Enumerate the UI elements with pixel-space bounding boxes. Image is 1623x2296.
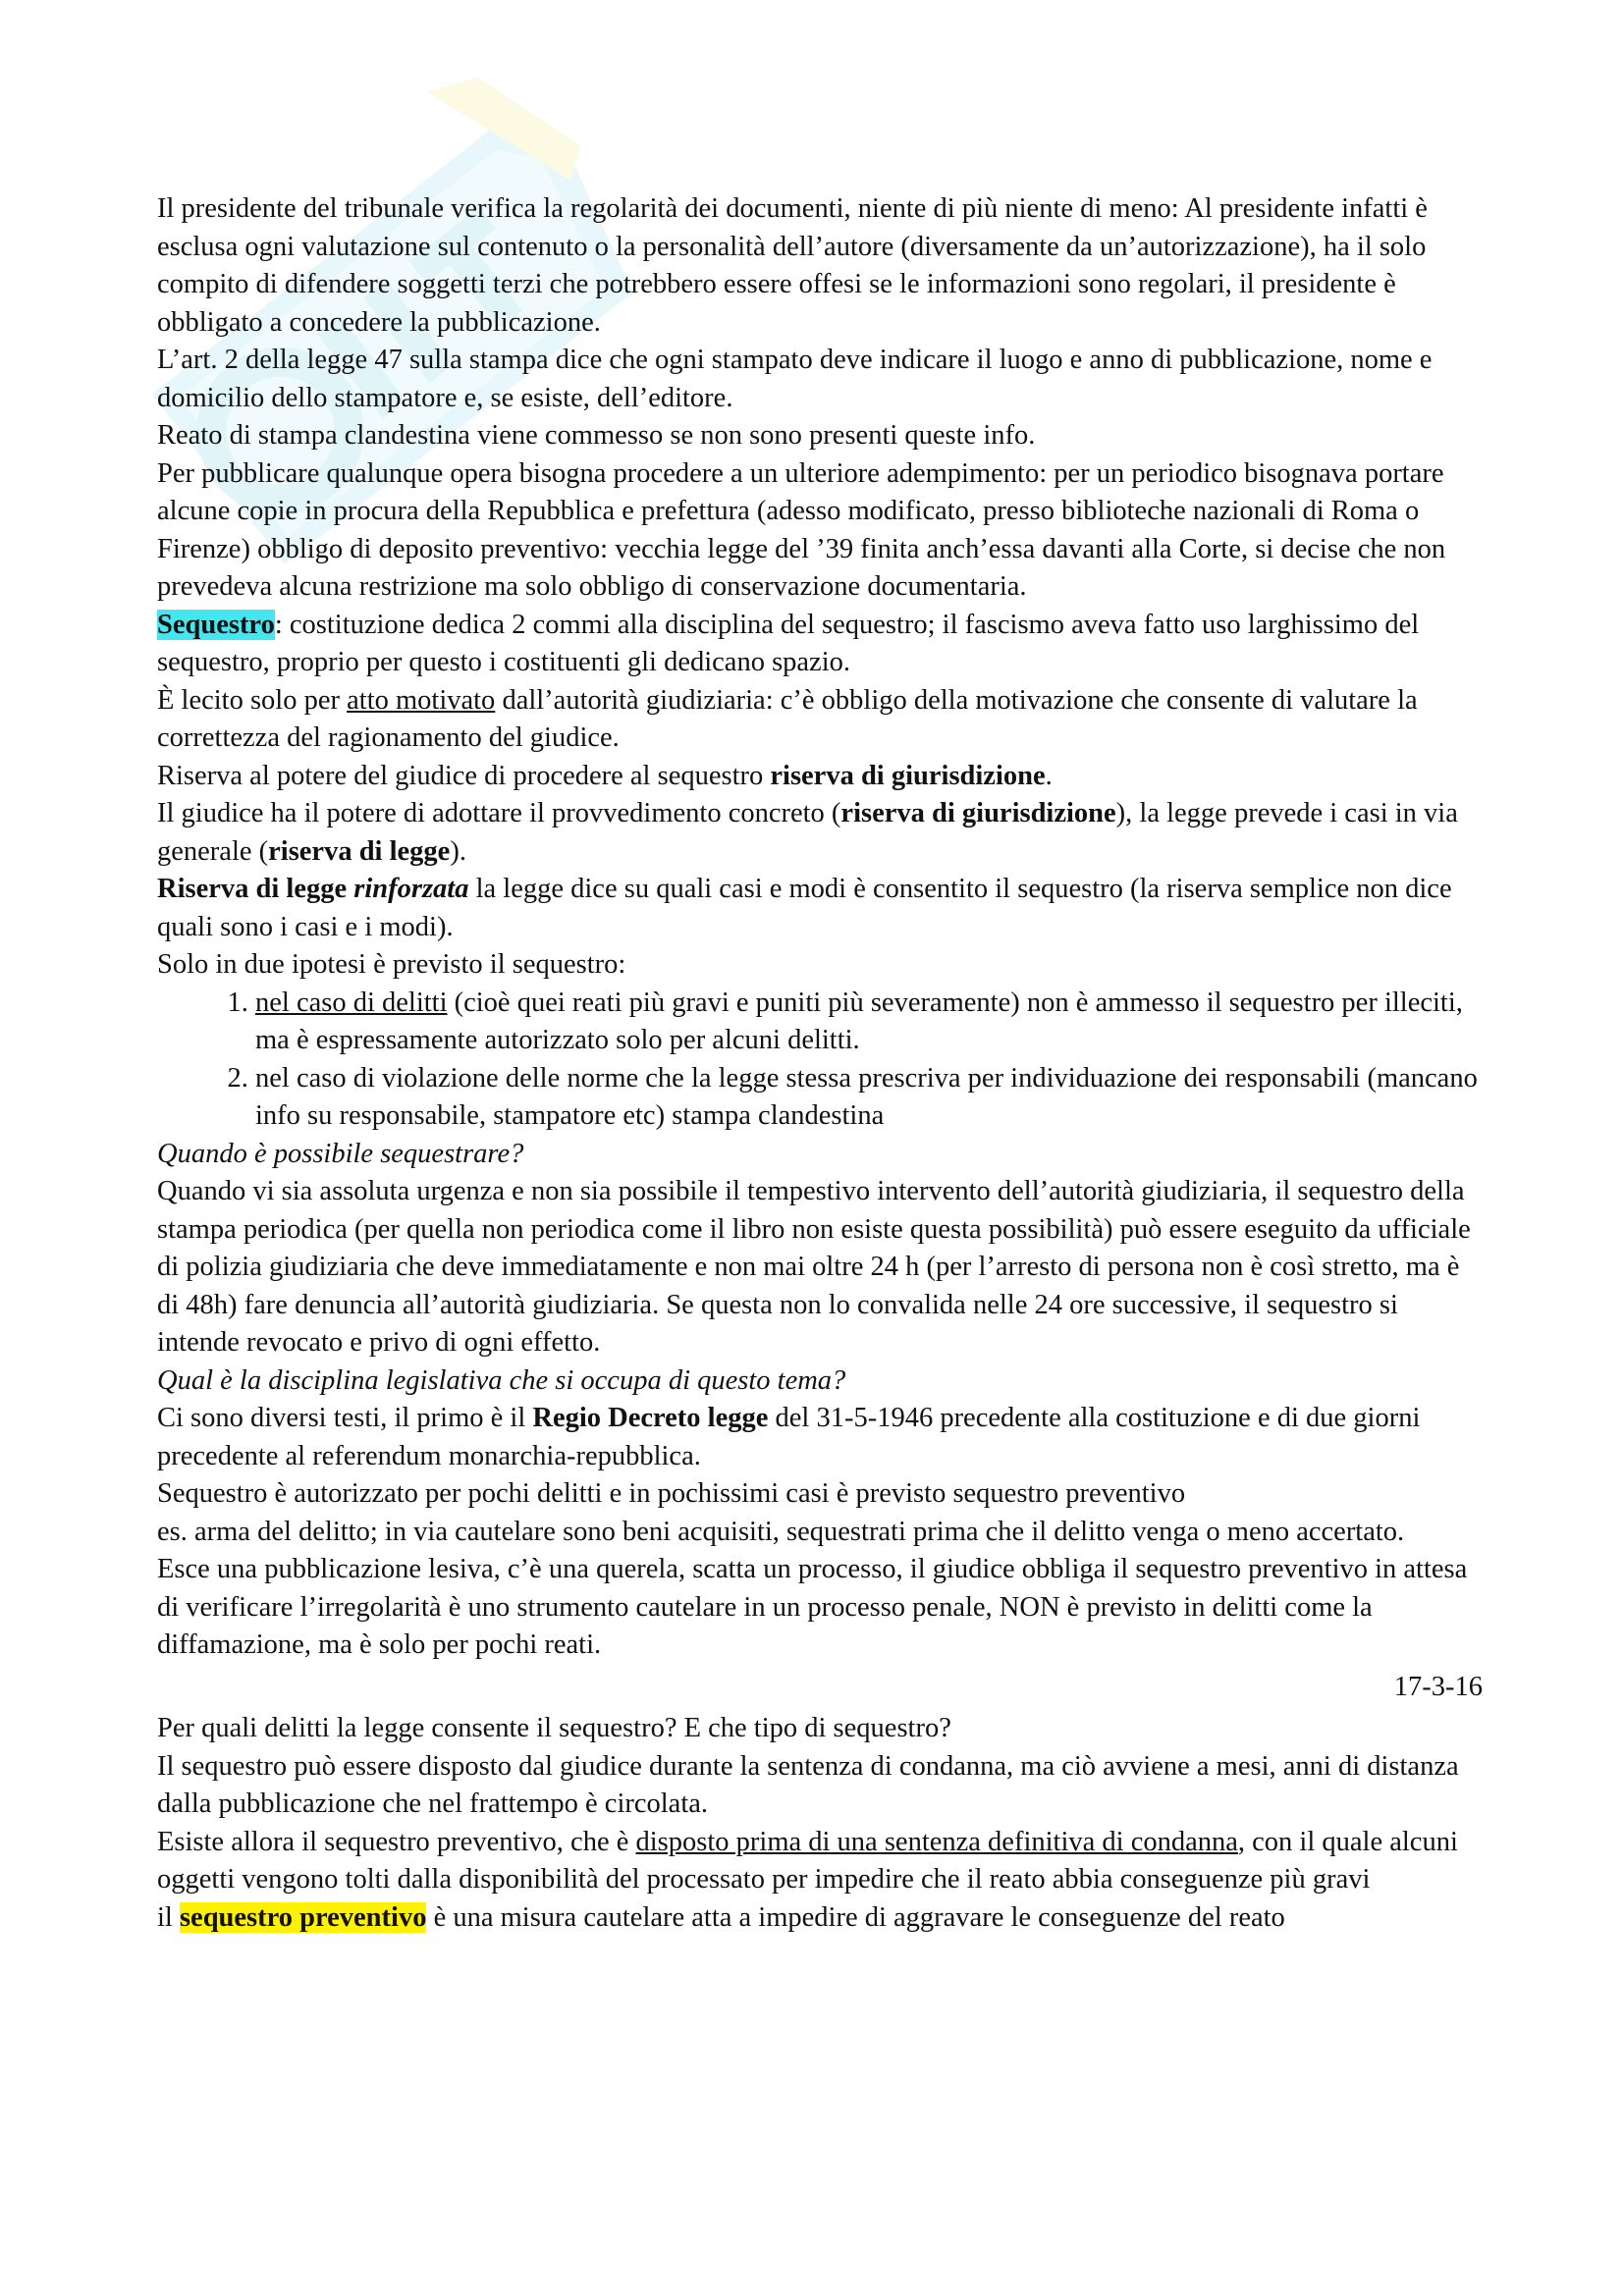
paragraph: Ci sono diversi testi, il primo è il Regio Decreto legge del 31-5-1946 precedente alla costituzione e di due giorni precedente al referendum monarchia-repubblica. — [157, 1403, 1421, 1471]
paragraph: il sequestro preventivo è una misura cautelare atta a impedire di aggravare le conseguenze del reato — [157, 1901, 1285, 1933]
paragraph: Per quali delitti la legge consente il sequestro? E che tipo di sequestro? — [157, 1713, 951, 1743]
paragraph: Solo in due ipotesi è previsto il sequestro: — [157, 949, 626, 980]
question-heading: Qual è la disciplina legislativa che si occupa di questo tema? — [157, 1364, 846, 1396]
highlighted-term: Sequestro — [157, 609, 275, 640]
paragraph: Reato di stampa clandestina viene commesso se non sono presenti queste info. — [157, 420, 1036, 451]
paragraph: Esce una pubblicazione lesiva, c’è una querela, scatta un processo, il giudice obbliga il sequestro preventivo in attesa di verificare l’irregolarità è uno strumento cautelare in un processo penale, NON è previsto in delitti come la diffamazione, ma è solo per pochi reati. — [157, 1554, 1468, 1660]
underlined-term: disposto prima di una sentenza definitiva di condanna — [635, 1826, 1238, 1857]
highlighted-term: sequestro preventivo — [179, 1901, 427, 1933]
paragraph: È lecito solo per atto motivato dall’autorità giudiziaria: c’è obbligo della motivazione che consente di valutare la correttezza del ragionamento del giudice. — [157, 684, 1418, 753]
paragraph: L’art. 2 della legge 47 sulla stampa dice che ogni stampato deve indicare il luogo e anno di pubblicazione, nome e domicilio dello stampatore e, se esiste, dell’editore. — [157, 345, 1433, 413]
paragraph: es. arma del delitto; in via cautelare sono beni acquisiti, sequestrati prima che il delitto venga o meno accertato. — [157, 1516, 1405, 1547]
paragraph: Il giudice ha il potere di adottare il provvedimento concreto (riserva di giurisdizione), la legge prevede i casi in via generale (riserva di legge). — [157, 798, 1458, 867]
numbered-list — [157, 985, 1483, 1136]
paragraph: Riserva di legge rinforzata la legge dice su quali casi e modi è consentito il sequestro (la riserva semplice non dice quali sono i casi e i modi). — [157, 874, 1452, 942]
question-heading: Quando è possibile sequestrare? — [157, 1138, 524, 1169]
paragraph: Per pubblicare qualunque opera bisogna procedere a un ulteriore adempimento: per un periodico bisognava portare alcune copie in procura della Repubblica e prefettura (adesso modificato, presso biblioteche nazionali di Roma o Firenze) obbligo di deposito preventivo: vecchia legge del ’39 finita anch’essa davanti alla Corte, si decise che non prevedeva alcuna restrizione ma solo obbligo di conservazione documentaria. — [157, 457, 1446, 602]
date-stamp: 17-3-16 — [1393, 1671, 1483, 1702]
paragraph: Il sequestro può essere disposto dal giudice durante la sentenza di condanna, ma ciò avviene a mesi, anni di distanza dalla pubblicazione che nel frattempo è circolata. — [157, 1750, 1459, 1819]
paragraph: Riserva al potere del giudice di procedere al sequestro riserva di giurisdizione. — [157, 760, 1053, 791]
list-item: 2. nel caso di violazione delle norme che la legge stessa prescriva per individuazione dei responsabili (mancano info su responsabile, stampatore etc) stampa clandestina — [255, 1060, 1483, 1136]
underlined-term: atto motivato — [347, 684, 496, 716]
paragraph: Quando vi sia assoluta urgenza e non sia possibile il tempestivo intervento dell’autorità giudiziaria, il sequestro della stampa periodica (per quella non periodica come il libro non esiste questa possibilità) può essere eseguito da ufficiale di polizia giudiziaria che deve immediatamente e non mai oltre 24 h (per l’arresto di persona non è così stretto, ma è di 48h) fare denuncia all’autorità giudiziaria. Se questa non lo convalida nelle 24 ore successive, il sequestro si intende revocato e privo di ogni effetto. — [157, 1176, 1471, 1358]
list-item: 1. nel caso di delitti (cioè quei reati più gravi e puniti più severamente) non è ammesso il sequestro per illeciti, ma è espressamente autorizzato solo per alcuni delitti. — [255, 985, 1483, 1060]
paragraph: Esiste allora il sequestro preventivo, che è disposto prima di una sentenza definitiva di condanna, con il quale alcuni oggetti vengono tolti dalla disponibilità del processato per impedire che il reato abbia conseguenze più gravi — [157, 1826, 1458, 1895]
paragraph: Sequestro è autorizzato per pochi delitti e in pochissimi casi è previsto sequestro preventivo — [157, 1478, 1186, 1509]
document-body — [157, 190, 1483, 1937]
paragraph-sequestro: Sequestro: costituzione dedica 2 commi alla disciplina del sequestro; il fascismo aveva fatto uso larghissimo del sequestro, proprio per questo i costituenti gli dedicano spazio. — [157, 609, 1420, 677]
paragraph: Il presidente del tribunale verifica la regolarità dei documenti, niente di più niente di meno: Al presidente infatti è esclusa ogni valutazione sul contenuto o la personalità dell’autore (diversamente da un’autorizzazione), ha il solo compito di difendere soggetti terzi che potrebbero essere offesi se le informazioni sono regolari, il presidente è obbligato a concedere la pubblicazione. — [157, 193, 1428, 338]
